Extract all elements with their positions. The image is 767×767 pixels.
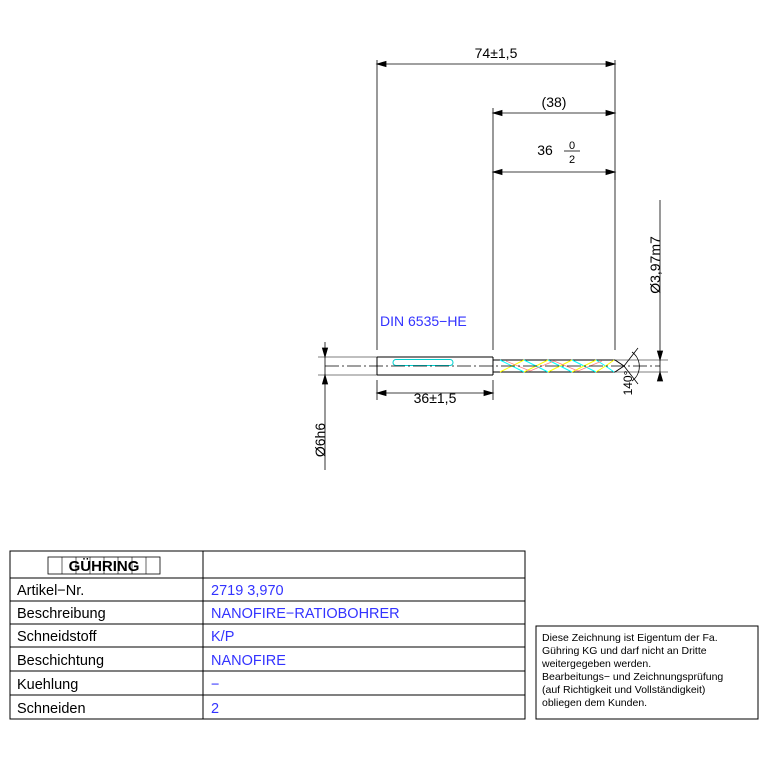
title-row-value-3: NANOFIRE (211, 653, 286, 669)
guehring-logo (48, 557, 160, 575)
title-row-label-5: Schneiden (17, 701, 86, 717)
dimension-text (312, 45, 663, 457)
title-row-label-3: Beschichtung (17, 653, 105, 669)
notice-line-3: Bearbeitungs− und Zeichnungsprüfung (542, 671, 724, 683)
title-row-label-2: Schneidstoff (17, 629, 97, 645)
dim-text-depth-tol-lower: 2 (568, 154, 576, 166)
title-row-value-1: NANOFIRE−RATIOBOHRER (211, 606, 400, 622)
dim-text-depth-value: 36 (537, 142, 553, 158)
dim-text-point-angle: 140° (621, 370, 635, 396)
tool-geometry (325, 357, 660, 375)
dim-text-cutting-diameter: Ø3,97m7 (647, 236, 663, 294)
dim-text-overall-length: 74±1,5 (474, 45, 518, 61)
logo-text: GÜHRING (68, 558, 140, 575)
title-row-label-0: Artikel−Nr. (17, 583, 85, 599)
legal-notice (536, 626, 758, 719)
annotation-shank-standard: DIN 6535−HE (380, 313, 467, 329)
title-row-value-5: 2 (211, 701, 220, 717)
notice-line-2: weitergegeben werden. (542, 658, 652, 670)
title-row-label-1: Beschreibung (17, 606, 106, 622)
shank-flat (393, 360, 453, 366)
notice-line-1: Gühring KG und darf nicht an Dritte (542, 645, 707, 657)
title-row-label-4: Kuehlung (17, 677, 79, 693)
title-row-value-2: K/P (211, 629, 235, 645)
notice-line-5: obliegen dem Kunden. (542, 697, 648, 709)
dimension-lines (318, 60, 668, 470)
notice-line-0: Diese Zeichnung ist Eigentum der Fa. (542, 632, 718, 644)
dim-text-depth-tol-upper: 0 (568, 140, 576, 152)
annotation-text (380, 313, 467, 329)
dim-text-shank-diameter: Ø6h6 (312, 422, 328, 458)
dim-text-shank-length: 36±1,5 (413, 390, 457, 406)
title-row-value-4: − (211, 677, 220, 693)
dim-text-flute-length: (38) (541, 94, 567, 110)
notice-line-4: (auf Richtigkeit und Vollständigkeit) (542, 684, 706, 696)
title-row-value-0: 2719 3,970 (211, 583, 284, 599)
title-block (10, 551, 525, 719)
